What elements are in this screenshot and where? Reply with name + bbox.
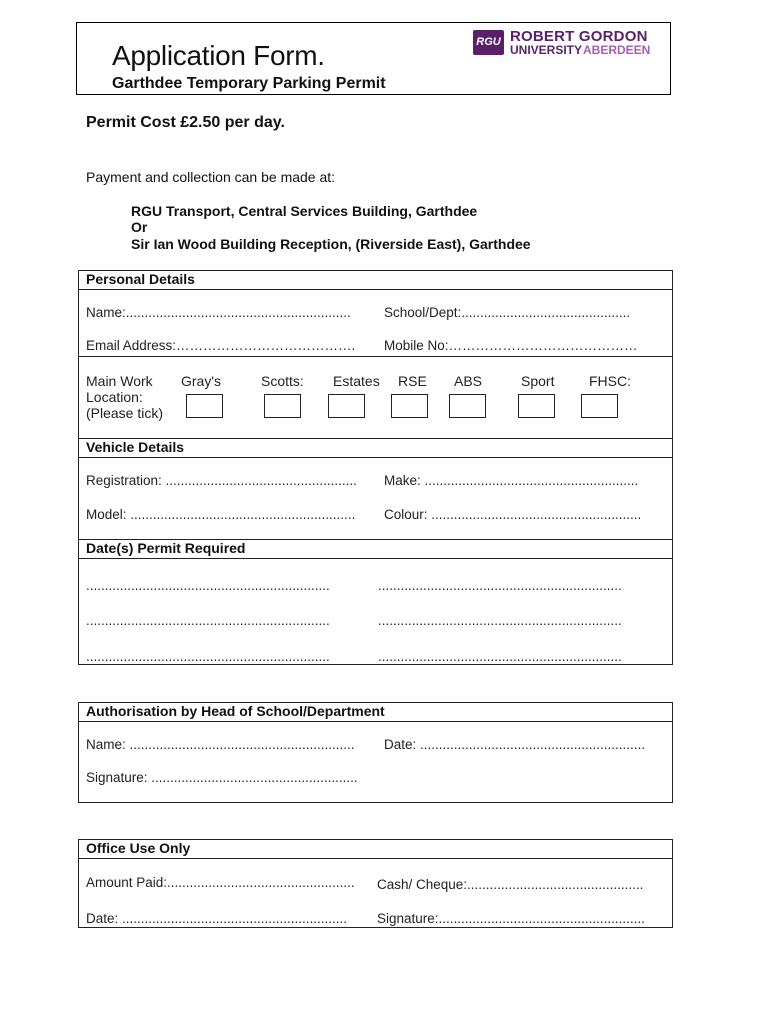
date-line-left[interactable]: ................................................................. <box>86 578 330 593</box>
dates-heading: Date(s) Permit Required <box>86 540 246 556</box>
colour-field[interactable]: Colour: ........................................................ <box>384 507 642 522</box>
location-or: Or <box>131 219 148 235</box>
location-scotts-label: Scotts: <box>261 373 304 389</box>
location-2: Sir Ian Wood Building Reception, (Riverside East), Garthdee <box>131 236 531 252</box>
location-grays-label: Gray's <box>181 373 222 389</box>
mobile-field[interactable]: Mobile No:…………………………………… <box>384 338 638 353</box>
school-dept-field[interactable]: School/Dept:............................................. <box>384 305 631 320</box>
divider <box>78 858 673 859</box>
tickbox-scotts[interactable] <box>264 394 301 418</box>
work-location-label: (Please tick) <box>86 405 164 421</box>
auth-name-field[interactable]: Name: ............................................................ <box>86 737 355 752</box>
permit-cost: Permit Cost £2.50 per day. <box>86 114 285 131</box>
office-signature-field[interactable]: Signature:....................................................... <box>377 911 645 926</box>
make-field[interactable]: Make: ......................................................... <box>384 473 639 488</box>
vehicle-details-heading: Vehicle Details <box>86 439 185 455</box>
personal-details-heading: Personal Details <box>86 271 195 287</box>
office-date-field[interactable]: Date: ............................................................ <box>86 911 348 926</box>
name-field[interactable]: Name:............................................................ <box>86 305 351 320</box>
tickbox-fhsc[interactable] <box>581 394 618 418</box>
date-line-left[interactable]: ................................................................. <box>86 613 330 628</box>
location-1: RGU Transport, Central Services Building, Garthdee <box>131 203 478 219</box>
logo-line1: ROBERT GORDON <box>510 28 648 45</box>
logo-line2a: UNIVERSITY <box>510 43 583 57</box>
page-subtitle: Garthdee Temporary Parking Permit <box>112 75 386 92</box>
divider <box>78 356 673 357</box>
tickbox-abs[interactable] <box>449 394 486 418</box>
date-line-right[interactable]: ................................................................. <box>378 578 622 593</box>
auth-signature-field[interactable]: Signature: ....................................................... <box>86 770 358 785</box>
location-abs-label: ABS <box>454 373 483 389</box>
location-sport-label: Sport <box>521 373 555 389</box>
divider <box>78 721 673 722</box>
tickbox-grays[interactable] <box>186 394 223 418</box>
email-field[interactable]: Email Address:…………………………………. <box>86 338 356 353</box>
office-use-heading: Office Use Only <box>86 840 191 856</box>
divider <box>78 558 673 559</box>
location-estates-label: Estates <box>333 373 380 389</box>
location-rse-label: RSE <box>398 373 427 389</box>
logo-badge: RGU <box>473 30 504 55</box>
date-line-right[interactable]: ................................................................. <box>378 649 622 664</box>
work-location-label: Location: <box>86 389 143 405</box>
divider <box>78 457 673 458</box>
location-fhsc-label: FHSC: <box>589 373 631 389</box>
details-box <box>78 270 673 665</box>
registration-field[interactable]: Registration: ................................................... <box>86 473 357 488</box>
amount-paid-field[interactable]: Amount Paid:.................................................. <box>86 875 355 890</box>
date-line-right[interactable]: ................................................................. <box>378 613 622 628</box>
payment-info: Payment and collection can be made at: <box>86 169 336 185</box>
auth-date-field[interactable]: Date: ............................................................ <box>384 737 646 752</box>
page-title: Application Form. <box>112 40 325 71</box>
tickbox-rse[interactable] <box>391 394 428 418</box>
cash-cheque-field[interactable]: Cash/ Cheque:............................................... <box>377 877 644 892</box>
tickbox-sport[interactable] <box>518 394 555 418</box>
authorisation-heading: Authorisation by Head of School/Department <box>86 703 385 719</box>
logo-line2b: ABERDEEN <box>583 43 651 57</box>
work-location-label: Main Work <box>86 373 153 389</box>
date-line-left[interactable]: ................................................................. <box>86 649 330 664</box>
tickbox-estates[interactable] <box>328 394 365 418</box>
model-field[interactable]: Model: ............................................................ <box>86 507 356 522</box>
divider <box>78 289 673 290</box>
